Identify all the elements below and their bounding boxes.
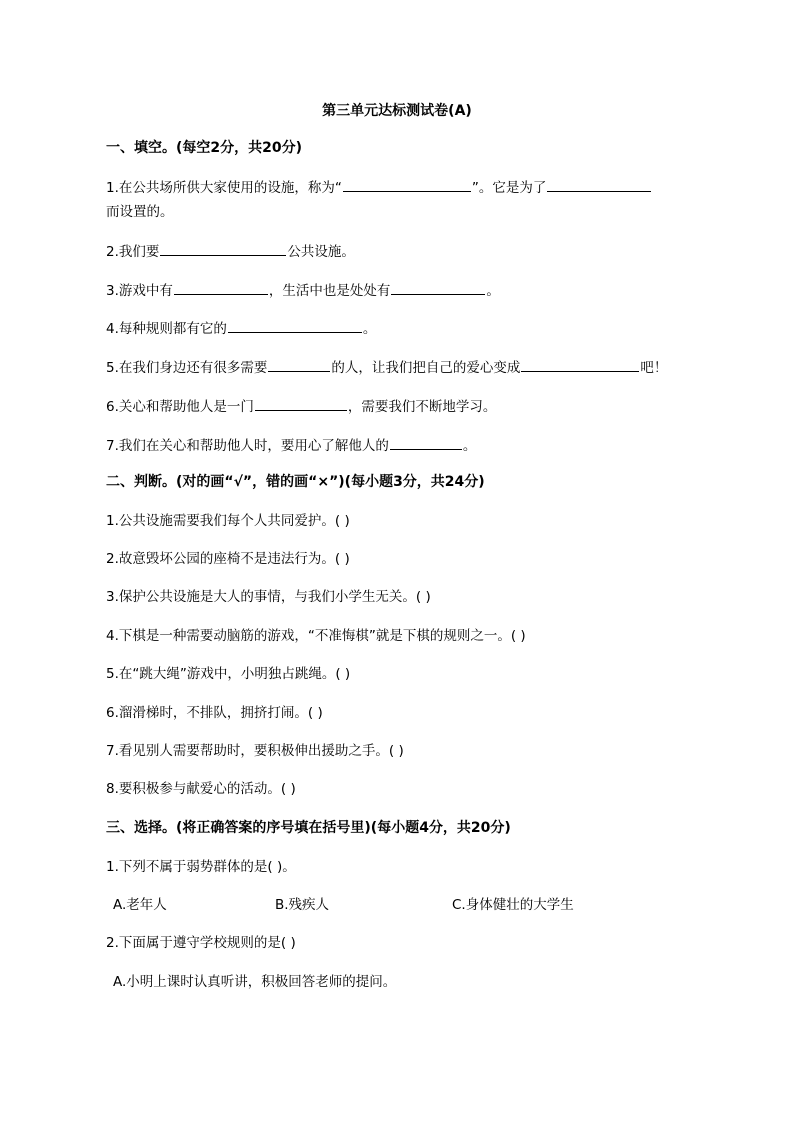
answer-blank [160, 241, 286, 256]
judgement-item: 3.保护公共设施是大人的事情，与我们小学生无关。( ) [106, 589, 431, 605]
choice-option-b: B.残疾人 [275, 897, 330, 913]
answer-blank [547, 177, 651, 192]
answer-blank [228, 318, 362, 333]
question-text: 。 [362, 321, 377, 337]
question-1-1 [106, 177, 652, 198]
page-title: 第三单元达标测试卷(A) [322, 103, 472, 119]
question-text: ”。它是为了 [471, 180, 547, 196]
question-text: 6.关心和帮助他人是一门 [106, 399, 254, 415]
question-1-3 [106, 280, 500, 301]
judgement-item: 8.要积极参与献爱心的活动。( ) [106, 781, 296, 797]
question-text: 。 [462, 438, 477, 454]
choice-question-2: 2.下面属于遵守学校规则的是( ) [106, 935, 296, 951]
question-text: 4.每种规则都有它的 [106, 321, 227, 337]
question-text: 吧！ [640, 360, 668, 376]
question-1-6 [106, 396, 496, 417]
choice-question-1: 1.下列不属于弱势群体的是( )。 [106, 859, 296, 875]
section3-heading: 三、选择。(将正确答案的序号填在括号里)(每小题4分，共20分) [106, 820, 511, 836]
answer-blank [390, 435, 462, 450]
question-1-1-cont: 而设置的。 [106, 204, 174, 220]
question-text: ，生活中也是处处有 [268, 283, 391, 299]
section2-heading: 二、判断。(对的画“√”，错的画“×”)(每小题3分，共24分) [106, 474, 485, 490]
question-text: 的人，让我们把自己的爱心变成 [331, 360, 521, 376]
question-text: 2.我们要 [106, 244, 160, 260]
question-1-7 [106, 435, 476, 456]
answer-blank [255, 396, 347, 411]
choice-option-a: A.小明上课时认真听讲，积极回答老师的提问。 [113, 974, 397, 990]
judgement-item: 1.公共设施需要我们每个人共同爱护。( ) [106, 513, 350, 529]
answer-blank [521, 357, 639, 372]
answer-blank [174, 280, 268, 295]
judgement-item: 7.看见别人需要帮助时，要积极伸出援助之手。( ) [106, 743, 404, 759]
section1-heading: 一、填空。(每空2分，共20分) [106, 140, 303, 156]
question-text: 公共设施。 [287, 244, 355, 260]
question-text: 7.我们在关心和帮助他人时，要用心了解他人的 [106, 438, 389, 454]
answer-blank [391, 280, 485, 295]
question-text: 5.在我们身边还有很多需要 [106, 360, 268, 376]
judgement-item: 6.溜滑梯时，不排队，拥挤打闹。( ) [106, 705, 323, 721]
choice-option-a: A.老年人 [113, 897, 167, 913]
question-1-5 [106, 357, 667, 378]
answer-blank [268, 357, 330, 372]
judgement-item: 5.在“跳大绳”游戏中，小明独占跳绳。( ) [106, 666, 351, 682]
choice-option-c: C.身体健壮的大学生 [452, 897, 574, 913]
answer-blank [343, 177, 471, 192]
judgement-item: 4.下棋是一种需要动脑筋的游戏，“不准悔棋”就是下棋的规则之一。( ) [106, 628, 526, 644]
question-text: 3.游戏中有 [106, 283, 173, 299]
question-1-4 [106, 318, 376, 339]
judgement-item: 2.故意毁坏公园的座椅不是违法行为。( ) [106, 551, 350, 567]
question-text: 。 [486, 283, 500, 299]
question-1-2 [106, 241, 355, 262]
question-text: 1.在公共场所供大家使用的设施，称为“ [106, 180, 342, 196]
question-text: ，需要我们不断地学习。 [347, 399, 497, 415]
